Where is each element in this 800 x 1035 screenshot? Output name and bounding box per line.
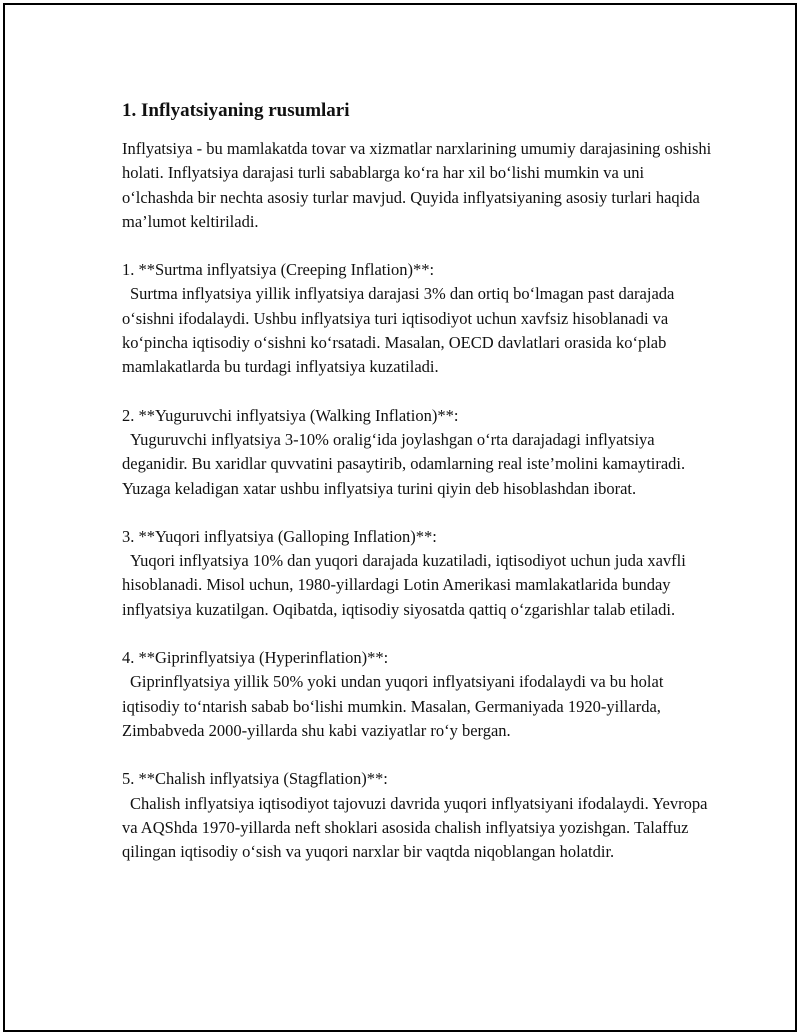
section-title: 1. **Surtma inflyatsiya (Creeping Inflation)**: xyxy=(122,260,435,280)
section-creeping-inflation xyxy=(122,258,712,379)
document-heading: 1. Inflyatsiyaning rusumlari xyxy=(122,100,350,121)
section-body: Yuguruvchi inflyatsiya 3-10% oralig‘ida joylashgan o‘rta darajadagi inflyatsiya deganidir. Bu xaridlar quvvatini pasaytirib, odamlarning real iste’molini kamaytiradi. Yuzaga keladigan xatar ushbu inflyatsiya turini qiyin deb hisoblashdan iborat. xyxy=(122,429,686,498)
section-title: 3. **Yuqori inflyatsiya (Galloping Inflation)**: xyxy=(122,526,437,546)
section-title: 2. **Yuguruvchi inflyatsiya (Walking Inflation)**: xyxy=(122,405,459,425)
section-body: Giprinflyatsiya yillik 50% yoki undan yuqori inflyatsiyani ifodalaydi va bu holat iqtisodiy to‘ntarish sabab bo‘lishi mumkin. Masalan, Germaniyada 1920-yillarda, Zimbabveda 2000-yillarda shu kabi vaziyatlar ro‘y bergan. xyxy=(122,672,664,740)
section-title: 4. **Giprinflyatsiya (Hyperinflation)**: xyxy=(122,648,389,668)
section-body: Chalish inflyatsiya iqtisodiyot tajovuzi davrida yuqori inflyatsiyani ifodalaydi. Yevropa va AQShda 1970-yillarda neft shoklari asosida chalish inflyatsiya yozishgan. Talaffuz qilingan iqtisodiy o‘sish va yuqori narxlar bir vaqtda niqoblangan holatdir. xyxy=(122,793,708,862)
page-frame xyxy=(3,3,797,1032)
section-stagflation xyxy=(122,767,712,864)
intro-paragraph: Inflyatsiya - bu mamlakatda tovar va xizmatlar narxlarining umumiy darajasining oshishi holati. Inflyatsiya darajasi turli sabablarga ko‘ra har xil bo‘lishi mumkin va uni o‘lchashda bir nechta asosiy turlar mavjud. Quyida inflyatsiyaning asosiy turlari haqida ma’lumot keltiriladi. xyxy=(122,139,712,231)
section-body: Surtma inflyatsiya yillik inflyatsiya darajasi 3% dan ortiq bo‘lmagan past darajada o‘sishni ifodalaydi. Ushbu inflyatsiya turi iqtisodiyot uchun xavfsiz hisoblanadi va ko‘pincha iqtisodiy o‘sishni ko‘rsatadi. Masalan, OECD davlatlari orasida ko‘plab mamlakatlarda bu turdagi inflyatsiya kuzatiladi. xyxy=(122,284,675,377)
section-title: 5. **Chalish inflyatsiya (Stagflation)**: xyxy=(122,769,388,789)
document-content xyxy=(122,97,712,864)
section-hyperinflation xyxy=(122,646,712,743)
section-walking-inflation xyxy=(122,404,712,501)
section-body: Yuqori inflyatsiya 10% dan yuqori darajada kuzatiladi, iqtisodiyot uchun juda xavfli hisoblanadi. Misol uchun, 1980-yillardagi Lotin Amerikasi mamlakatlarida bunday inflyatsiya kuzatilgan. Oqibatda, iqtisodiy siyosatda qattiq o‘zgarishlar talab etiladi. xyxy=(122,551,686,619)
section-galloping-inflation xyxy=(122,525,712,622)
